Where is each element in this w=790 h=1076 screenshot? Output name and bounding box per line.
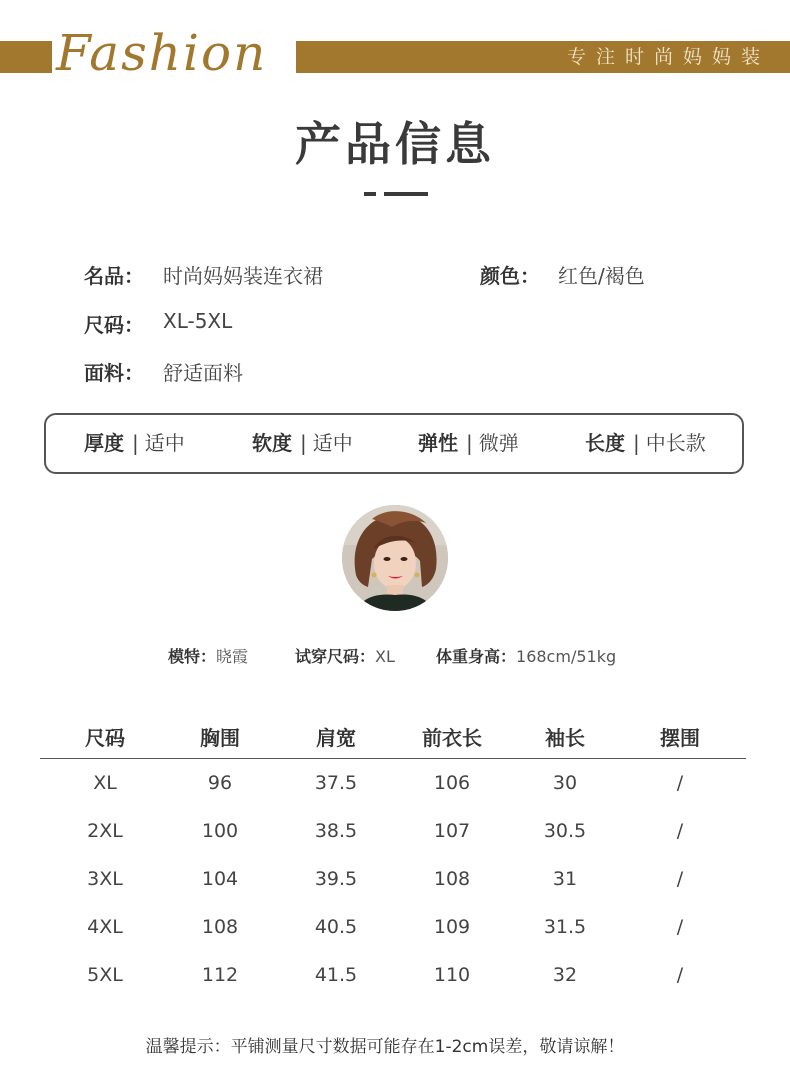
table-cell: 38.5	[314, 820, 358, 842]
header-bar-left	[0, 41, 52, 73]
table-cell: /	[676, 868, 684, 890]
table-cell: 108	[433, 868, 471, 890]
table-cell: 4XL	[87, 916, 123, 938]
model-avatar	[342, 505, 448, 611]
trial-size-value: XL	[375, 647, 395, 666]
attr-value: 适中	[312, 431, 353, 455]
name-label: 名品：	[84, 264, 144, 288]
fabric-value: 舒适面料	[163, 361, 243, 385]
color-label: 颜色：	[480, 264, 540, 288]
name-value: 时尚妈妈装连衣裙	[163, 264, 323, 288]
attr-label: 长度	[585, 431, 625, 455]
table-cell: 106	[433, 772, 471, 794]
size-label: 尺码：	[84, 313, 144, 337]
table-header-hem: 摆围	[660, 726, 700, 750]
table-cell: 31.5	[543, 916, 587, 938]
model-body	[436, 645, 616, 669]
table-cell: 30	[552, 772, 578, 794]
table-cell: 112	[201, 964, 239, 986]
fabric-label: 面料：	[84, 361, 144, 385]
table-cell: 108	[201, 916, 239, 938]
model-name	[168, 645, 248, 669]
model-trial-size	[295, 645, 395, 669]
body-label: 体重身高：	[436, 647, 517, 666]
table-cell: 2XL	[87, 820, 123, 842]
attr-length	[585, 415, 706, 472]
table-cell: /	[676, 772, 684, 794]
table-cell: 96	[207, 772, 233, 794]
table-cell: 5XL	[87, 964, 123, 986]
measurement-note: 温馨提示：平铺测量尺寸数据可能存在1-2cm误差，敬请谅解！	[145, 1037, 625, 1057]
attr-separator: |	[466, 431, 473, 455]
table-header-sleeve: 袖长	[545, 726, 585, 750]
table-cell: XL	[93, 772, 117, 794]
table-cell: 107	[433, 820, 471, 842]
attr-separator: |	[633, 431, 640, 455]
table-cell: 41.5	[314, 964, 358, 986]
color-value: 红色/褐色	[558, 264, 645, 288]
attr-elasticity	[418, 415, 519, 472]
model-portrait-image	[342, 505, 448, 611]
size-value: XL-5XL	[163, 309, 233, 333]
attr-value: 中长款	[645, 431, 706, 455]
table-divider	[40, 758, 746, 759]
attribute-box	[44, 413, 744, 474]
table-cell: 104	[201, 868, 239, 890]
attr-label: 厚度	[84, 431, 124, 455]
table-cell: 32	[552, 964, 578, 986]
table-cell: 110	[433, 964, 471, 986]
table-cell: /	[676, 820, 684, 842]
table-cell: 31	[552, 868, 578, 890]
title-divider-long	[384, 192, 428, 196]
table-cell: 39.5	[314, 868, 358, 890]
attr-separator: |	[300, 431, 307, 455]
table-header-shoulder: 肩宽	[316, 726, 356, 750]
title-divider-short	[364, 192, 376, 196]
table-cell: 40.5	[314, 916, 358, 938]
attr-softness	[252, 415, 353, 472]
table-header-size: 尺码	[85, 726, 125, 750]
table-cell: /	[676, 916, 684, 938]
attr-value: 适中	[144, 431, 185, 455]
attr-label: 软度	[252, 431, 292, 455]
attr-label: 弹性	[418, 431, 458, 455]
model-label: 模特：	[168, 647, 217, 666]
table-cell: 30.5	[543, 820, 587, 842]
table-cell: /	[676, 964, 684, 986]
attr-value: 微弹	[478, 431, 519, 455]
table-cell: 100	[201, 820, 239, 842]
table-cell: 37.5	[314, 772, 358, 794]
header-slogan: 专注时尚妈妈装	[566, 46, 770, 68]
table-header-length: 前衣长	[422, 726, 482, 750]
table-header-chest: 胸围	[200, 726, 240, 750]
model-value: 晓霞	[216, 647, 249, 666]
trial-size-label: 试穿尺码：	[295, 647, 376, 666]
attr-thickness	[84, 415, 185, 472]
page-title: 产品信息	[295, 117, 495, 171]
table-cell: 109	[433, 916, 471, 938]
table-cell: 3XL	[87, 868, 123, 890]
body-value: 168cm/51kg	[516, 647, 617, 666]
brand-logo: Fashion	[56, 24, 268, 82]
attr-separator: |	[132, 431, 139, 455]
